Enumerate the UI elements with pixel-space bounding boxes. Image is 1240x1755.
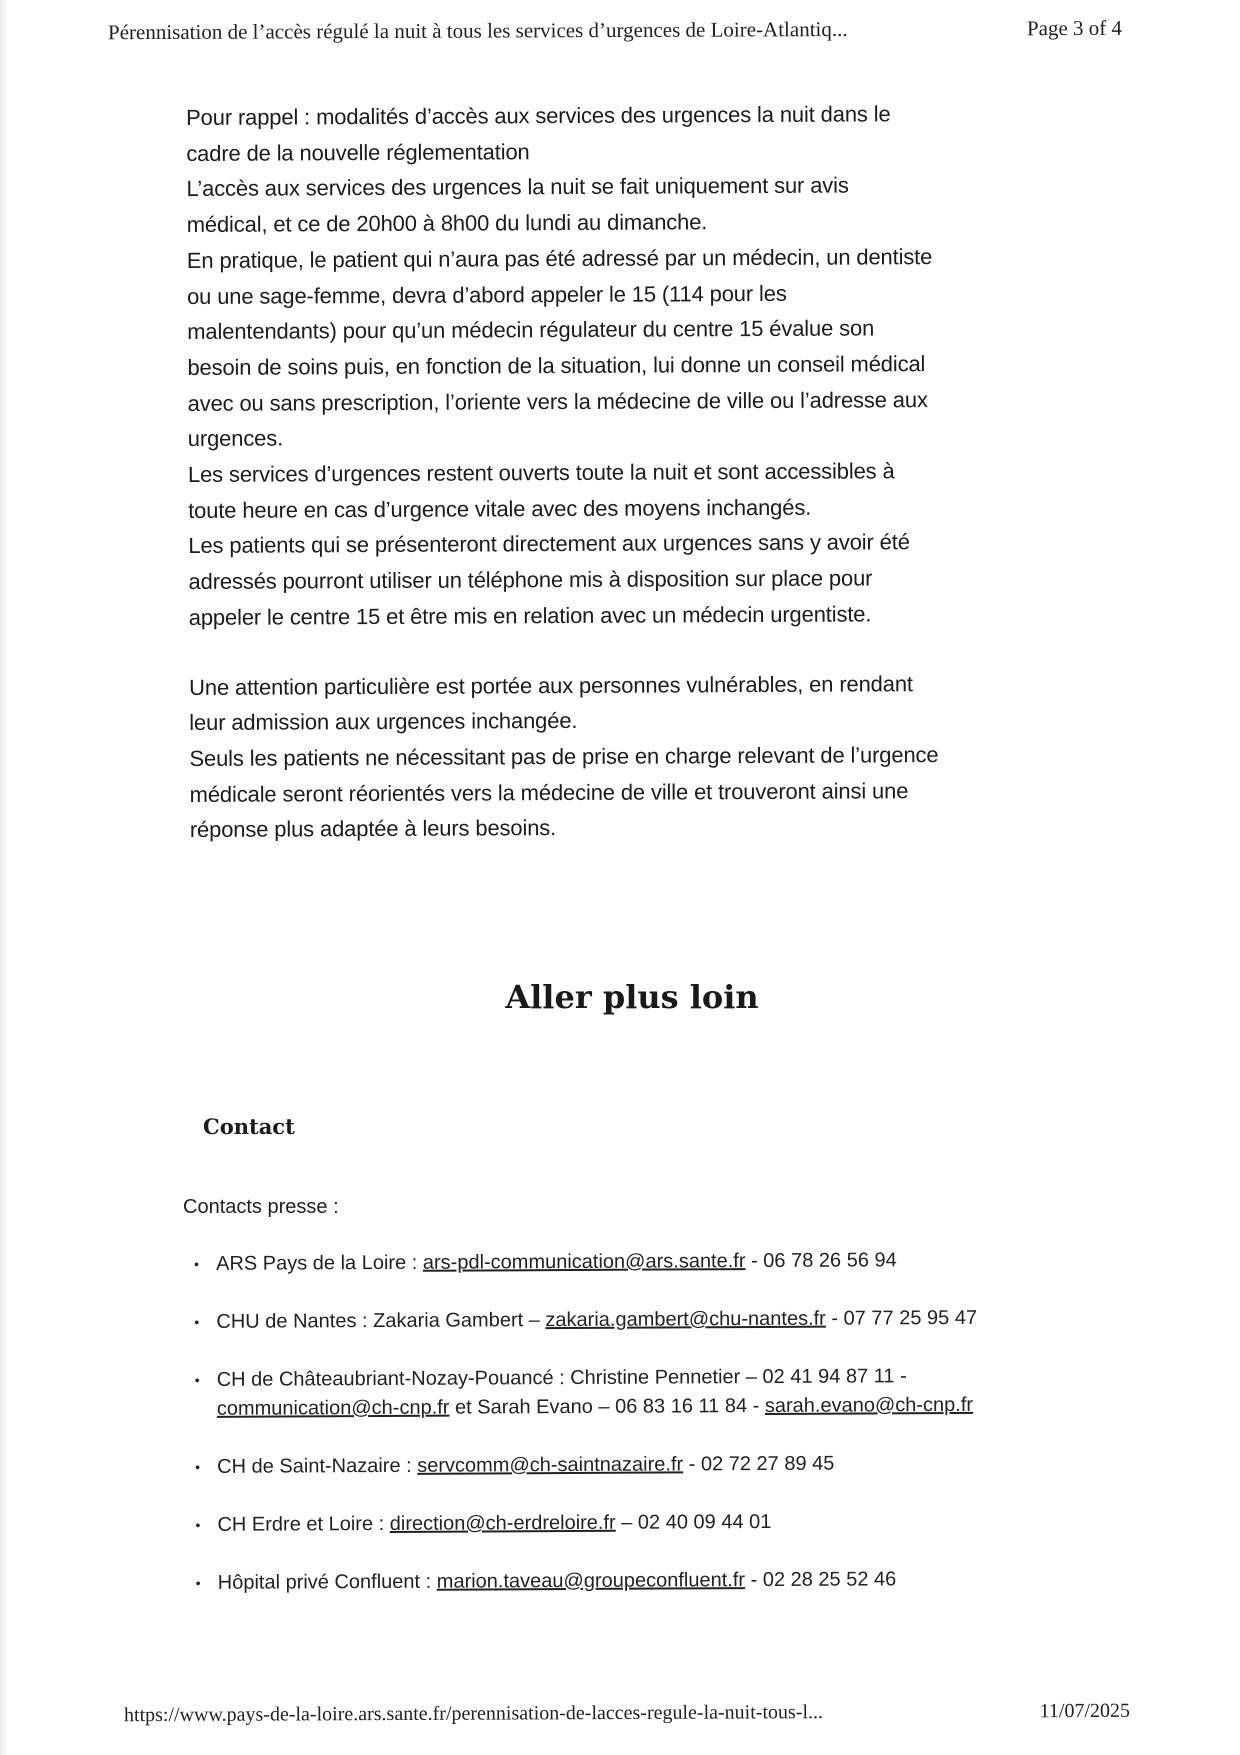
- contact-org: Hôpital privé Confluent :: [217, 1570, 437, 1594]
- contact-org: CH Erdre et Loire :: [217, 1512, 390, 1536]
- contact-org: CH de Saint-Nazaire :: [217, 1454, 418, 1478]
- body-line: urgences.: [187, 425, 284, 452]
- contact-email-link[interactable]: sarah.evano@ch-cnp.fr: [764, 1393, 974, 1417]
- contact-phone: - 02 28 25 52 46: [744, 1568, 897, 1592]
- bullet-icon: •: [195, 1574, 201, 1591]
- body-line: malentendants) pour qu’un médecin régulateur du centre 15 évalue son: [187, 315, 875, 345]
- bullet-icon: •: [194, 1371, 200, 1388]
- body-line: cadre de la nouvelle réglementation: [186, 138, 530, 166]
- contact-phone: - 07 77 25 95 47: [825, 1306, 978, 1330]
- page-url: https://www.pays-de-la-loire.ars.sante.fr/perennisation-de-lacces-regule-la-nuit-tous-l...: [123, 1701, 824, 1727]
- contact-phone: - 02 72 27 89 45: [683, 1452, 835, 1476]
- body-line: L’accès aux services des urgences la nuit se fait uniquement sur avis: [186, 172, 849, 202]
- body-line: besoin de soins puis, en fonction de la situation, lui donne un conseil médical: [187, 351, 926, 380]
- contact-phone: - 06 78 26 56 94: [745, 1249, 897, 1273]
- body-line: avec ou sans prescription, l’oriente vers la médecine de ville ou l’adresse aux: [187, 386, 928, 416]
- print-footer: [124, 1700, 1130, 1727]
- contact-email-link[interactable]: marion.taveau@groupeconfluent.fr: [436, 1569, 746, 1593]
- contacts-intro: Contacts presse :: [183, 1196, 339, 1218]
- contact-org: CHU de Nantes : Zakaria Gambert –: [216, 1309, 546, 1333]
- body-line: En pratique, le patient qui n’aura pas été adressé par un médecin, un dentiste: [186, 243, 933, 273]
- body-line: ou une sage-femme, devra d’abord appeler le 15 (114 pour les: [186, 280, 787, 309]
- bullet-icon: •: [194, 1255, 200, 1272]
- page-number: Page 3 of 4: [1026, 15, 1123, 41]
- body-line: toute heure en cas d’urgence vitale avec des moyens inchangés.: [188, 494, 812, 523]
- section-title: Aller plus loin: [505, 978, 759, 1016]
- scan-edge: [0, 0, 6, 1755]
- contact-item: [191, 1361, 1091, 1424]
- body-line: réponse plus adaptée à leurs besoins.: [189, 815, 557, 843]
- contact-item: [190, 1245, 1090, 1279]
- contact-heading: Contact: [203, 1114, 295, 1139]
- contact-email-link[interactable]: ars-pdl-communication@ars.sante.fr: [422, 1250, 746, 1274]
- bullet-icon: •: [195, 1516, 201, 1533]
- body-line: Les services d’urgences restent ouverts toute la nuit et sont accessibles à: [187, 458, 895, 488]
- body-line: médical, et ce de 20h00 à 8h00 du lundi au dimanche.: [186, 209, 708, 238]
- contact-email-link[interactable]: zakaria.gambert@chu-nantes.fr: [545, 1307, 826, 1332]
- article-body: [186, 95, 1070, 848]
- bullet-icon: •: [195, 1458, 201, 1475]
- body-line: Les patients qui se présenteront directement aux urgences sans y avoir été: [188, 529, 910, 559]
- contact-item: [191, 1448, 1091, 1482]
- print-header: [108, 16, 1122, 45]
- contact-details: et Sarah Evano – 06 83 16 11 84 -: [449, 1394, 765, 1419]
- body-line: Pour rappel : modalités d’accès aux services des urgences la nuit dans le: [186, 101, 891, 130]
- body-line: Une attention particulière est portée aux personnes vulnérables, en rendant: [189, 670, 913, 700]
- contact-item: [190, 1303, 1090, 1337]
- body-line: adressés pourront utiliser un téléphone mis à disposition sur place pour: [188, 565, 873, 595]
- body-line: médicale seront réorientés vers la médecine de ville et trouveront ainsi une: [189, 777, 909, 807]
- contact-item: [191, 1506, 1091, 1540]
- print-date: 11/07/2025: [1039, 1699, 1131, 1723]
- contact-email-link[interactable]: servcomm@ch-saintnazaire.fr: [417, 1453, 684, 1477]
- body-line: Seuls les patients ne nécessitant pas de prise en charge relevant de l’urgence: [189, 742, 939, 771]
- contact-phone: – 02 40 09 44 01: [615, 1510, 772, 1534]
- body-line: appeler le centre 15 et être mis en relation avec un médecin urgentiste.: [188, 601, 872, 630]
- contact-item: [192, 1564, 1092, 1598]
- body-line: leur admission aux urgences inchangée.: [189, 708, 578, 736]
- contact-org: CH de Châteaubriant-Nozay-Pouancé : Christine Pennetier – 02 41 94 87 11 -: [216, 1365, 907, 1391]
- document-title: Pérennisation de l’accès régulé la nuit à tous les services d’urgences de Loire-Atlantiq...: [107, 16, 848, 45]
- contact-email-link[interactable]: direction@ch-erdreloire.fr: [389, 1511, 616, 1535]
- bullet-icon: •: [194, 1313, 200, 1330]
- contact-list: [190, 1245, 1092, 1627]
- paragraph-gap: [189, 631, 1069, 670]
- contact-email-link[interactable]: communication@ch-cnp.fr: [216, 1396, 450, 1420]
- contact-org: ARS Pays de la Loire :: [216, 1251, 423, 1275]
